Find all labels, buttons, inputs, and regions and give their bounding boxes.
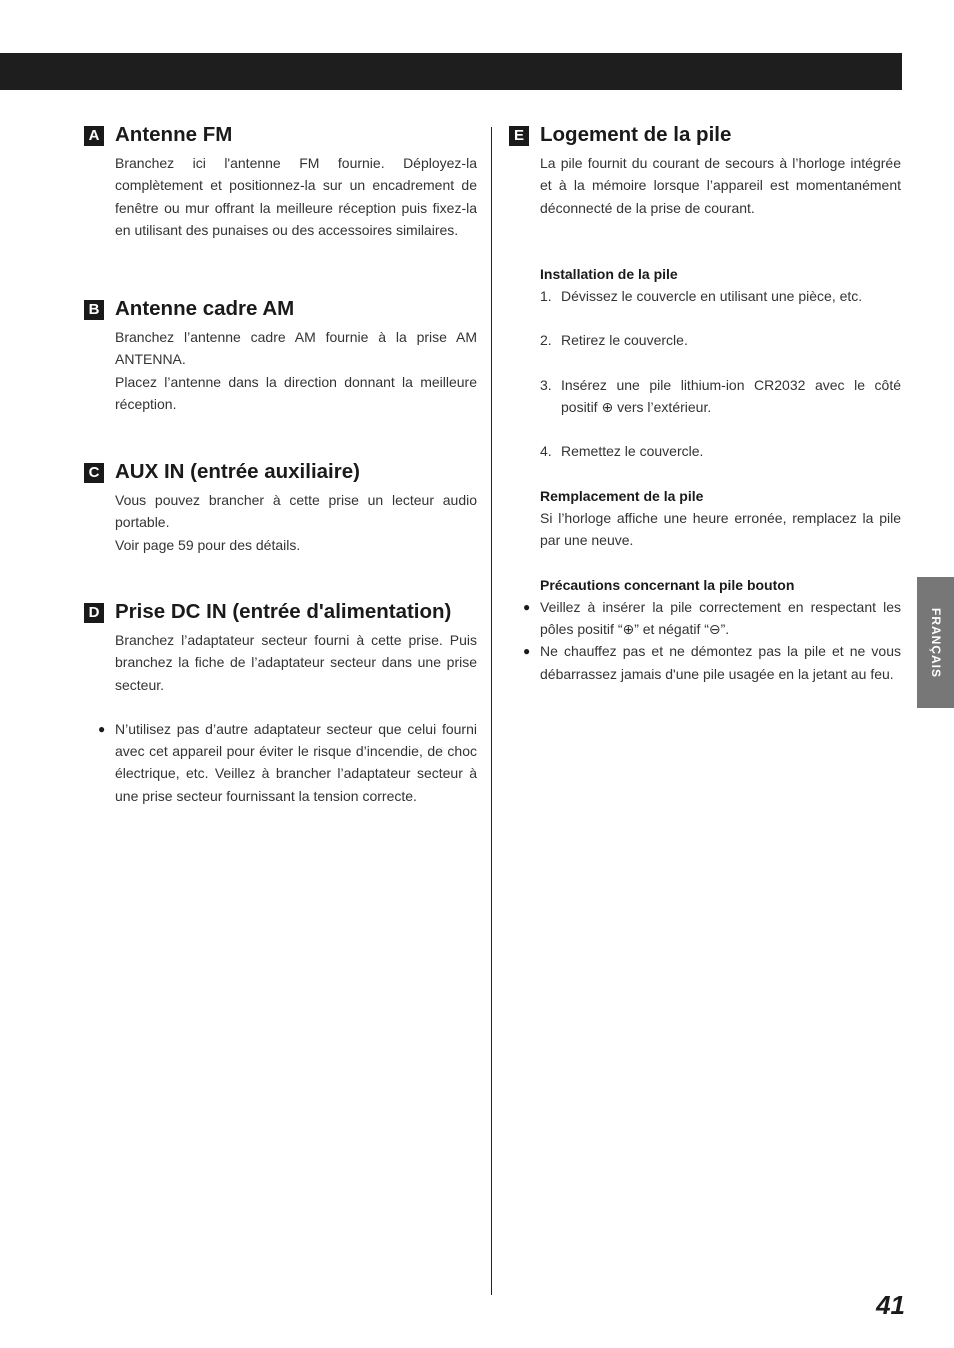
replace-text: Si l’horloge affiche une heure erronée, remplacez la pile par une neuve. <box>540 509 901 549</box>
section-letter-badge: C <box>84 463 104 483</box>
language-tab <box>917 577 954 708</box>
step-text: Insérez une pile lithium-ion CR2032 avec le côté positif ⊕ vers l’extérieur. <box>561 376 901 416</box>
bullet-icon: ● <box>523 599 531 614</box>
step-number: 4. <box>540 443 552 460</box>
install-title: Installation de la pile <box>540 265 678 282</box>
note-text: N’utilisez pas d’autre adaptateur secteur que celui fourni avec cet appareil pour éviter le risque d’incendie, de choc électrique, etc. Veillez à brancher l’adaptateur secteur à une prise secteur fournissant la tension correcte. <box>115 720 477 804</box>
language-tab-label: FRANÇAIS <box>928 607 943 678</box>
section-letter-badge: D <box>84 603 104 623</box>
warning-note <box>84 718 477 807</box>
section-letter-badge: B <box>84 300 104 320</box>
install-steps <box>540 285 901 462</box>
column-divider <box>491 127 492 1295</box>
section-title: Logement de la pile <box>540 123 732 146</box>
section-letter-badge: E <box>509 126 529 146</box>
precaution-item <box>523 640 901 685</box>
section-title: Antenne cadre AM <box>115 297 295 320</box>
install-step <box>540 285 901 307</box>
step-text: Retirez le couvercle. <box>561 332 688 349</box>
section-antenne-fm <box>84 123 477 241</box>
install-step <box>540 374 901 419</box>
step-number: 1. <box>540 288 552 305</box>
step-text: Dévissez le couvercle en utilisant une pièce, etc. <box>561 288 863 305</box>
precaution-text: Veillez à insérer la pile correctement en respectant les pôles positif “⊕” et négatif “⊖”. <box>540 598 901 638</box>
precaution-item <box>523 596 901 641</box>
section-letter-badge: A <box>84 126 104 146</box>
section-paragraph: Voir page 59 pour des détails. <box>115 536 301 553</box>
section-title: Prise DC IN (entrée d'alimentation) <box>115 600 452 623</box>
precaution-text: Ne chauffez pas et ne démontez pas la pile et ne vous débarrassez jamais d'une pile usagée en la jetant au feu. <box>540 643 901 682</box>
section-antenne-am <box>84 297 477 415</box>
page-number: 41 <box>876 1290 905 1320</box>
bullet-icon: ● <box>523 644 531 659</box>
step-number: 3. <box>540 376 552 393</box>
section-title: Antenne FM <box>115 123 233 146</box>
section-paragraph: La pile fournit du courant de secours à l’horloge intégrée et à la mémoire lorsque l’appareil est momentanément déconnecté de la prise de courant. <box>540 155 901 216</box>
section-paragraph: Branchez l’adaptateur secteur fourni à cette prise. Puis branchez la fiche de l’adaptateur secteur dans une prise secteur. <box>115 632 477 693</box>
section-title: AUX IN (entrée auxiliaire) <box>115 460 360 483</box>
step-text: Remettez le couvercle. <box>561 443 704 460</box>
install-step <box>540 329 901 351</box>
section-logement-pile <box>509 123 901 685</box>
section-paragraph: Placez l’antenne dans la direction donnant la meilleure réception. <box>115 373 477 412</box>
section-paragraph: Branchez l’antenne cadre AM fournie à la prise AM ANTENNA. <box>115 329 477 368</box>
section-aux-in <box>84 460 477 556</box>
header-bar <box>0 53 902 90</box>
bullet-icon: ● <box>98 721 106 736</box>
precautions-title: Précautions concernant la pile bouton <box>540 576 795 593</box>
section-dc-in <box>84 600 477 807</box>
install-step <box>540 440 901 462</box>
section-paragraph: Branchez ici l'antenne FM fournie. Déployez-la complètement et positionnez-la sur un encadrement de fenêtre ou mur offrant la meilleure réception puis fixez-la en utilisant des punaises ou des accessoires similaires. <box>115 155 477 238</box>
step-number: 2. <box>540 332 552 349</box>
section-paragraph: Vous pouvez brancher à cette prise un lecteur audio portable. <box>115 492 477 531</box>
replace-title: Remplacement de la pile <box>540 487 704 504</box>
